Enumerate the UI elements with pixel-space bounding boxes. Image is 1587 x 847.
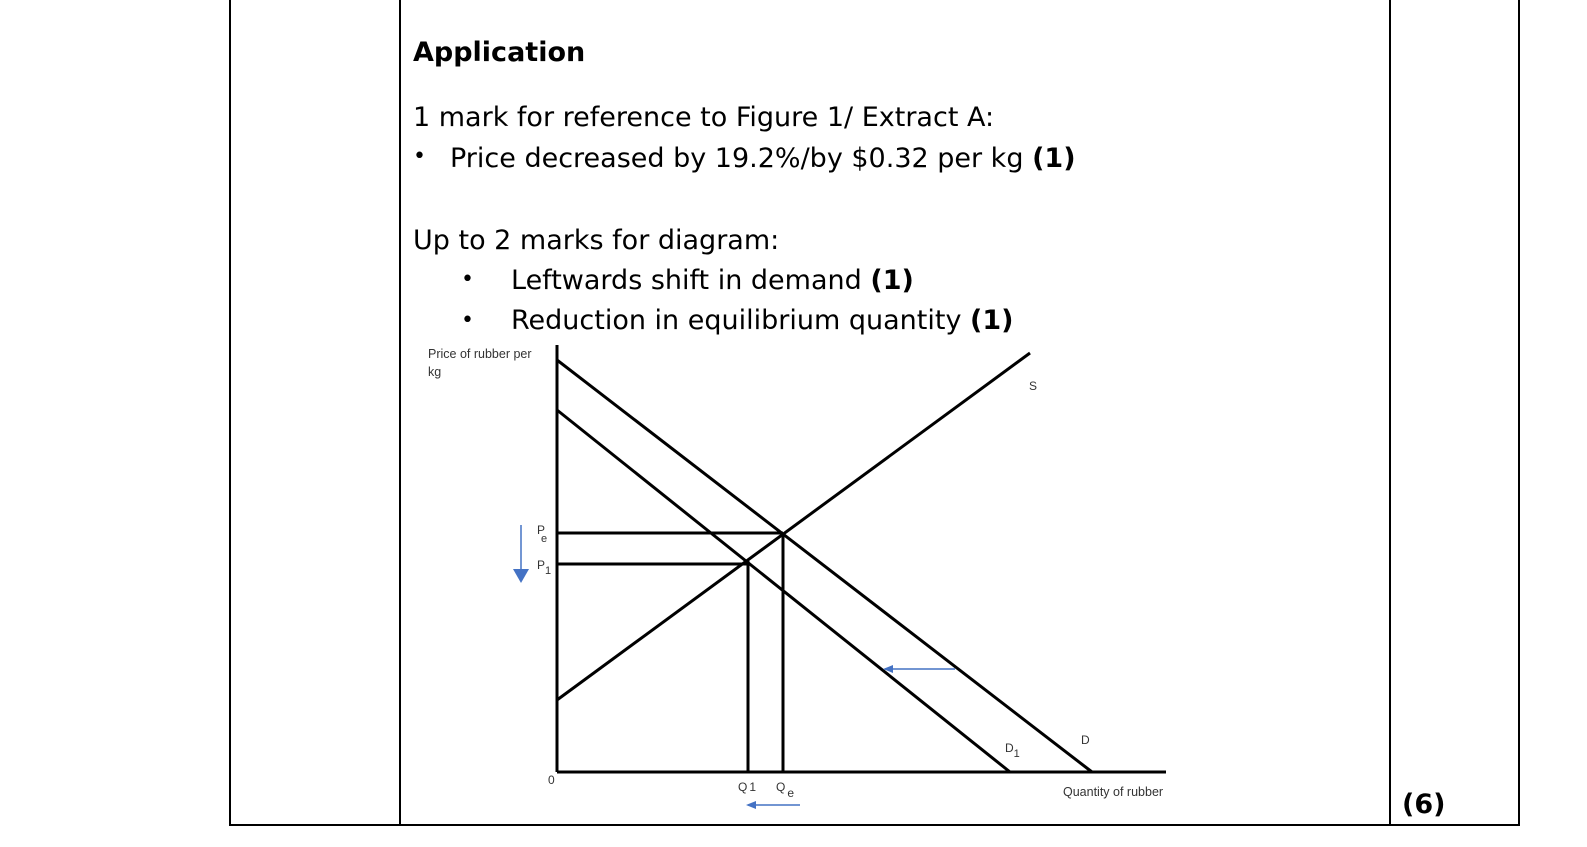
q1-label-sub: 1 [749,780,757,794]
demand-curve-d [557,360,1092,772]
supply-curve [557,353,1030,700]
qe-label-main: Q [776,780,786,794]
bullet-icon: • [413,144,426,169]
qe-label-sub: e [787,786,795,800]
diagram-mark-item-text: Leftwards shift in demand [511,265,862,296]
section-heading: Application [413,37,586,68]
qe-tick-label [776,780,794,800]
demand-curve-d1-label [1005,741,1020,760]
origin-label: 0 [548,773,555,787]
q1-tick-label [738,780,756,794]
diagram-intro: Up to 2 marks for diagram: [413,225,780,256]
reference-bullet-mark: (1) [1032,143,1076,174]
q1-label-main: Q [738,780,748,794]
diagram-mark-item-text: Reduction in equilibrium quantity [511,305,962,336]
y-axis-label-line2: kg [428,365,442,379]
p1-tick-label [537,558,551,577]
pe-tick-label [537,523,547,545]
p1-label-main: P [537,558,546,572]
p1-label-sub: 1 [545,565,552,577]
supply-curve-label: S [1029,379,1038,393]
total-marks: (6) [1402,789,1446,820]
price-fall-arrowhead-icon [513,569,529,583]
d1-label-sub: 1 [1013,748,1020,760]
bullet-icon: • [461,267,474,292]
diagram-mark-item-mark: (1) [970,305,1014,336]
d1-label-main: D [1005,741,1014,755]
bullet-icon: • [461,308,474,333]
pe-label-main: P [537,523,546,537]
pe-label-sub: e [541,533,548,545]
x-axis-label: Quantity of rubber [1063,785,1164,799]
diagram-mark-item-mark: (1) [870,265,914,296]
reference-intro: 1 mark for reference to Figure 1/ Extract A: [413,102,995,133]
demand-curve-d-label: D [1081,733,1090,747]
reference-bullet-text: Price decreased by 19.2%/by $0.32 per kg [450,143,1024,174]
y-axis-label-line1: Price of rubber per [428,347,532,361]
